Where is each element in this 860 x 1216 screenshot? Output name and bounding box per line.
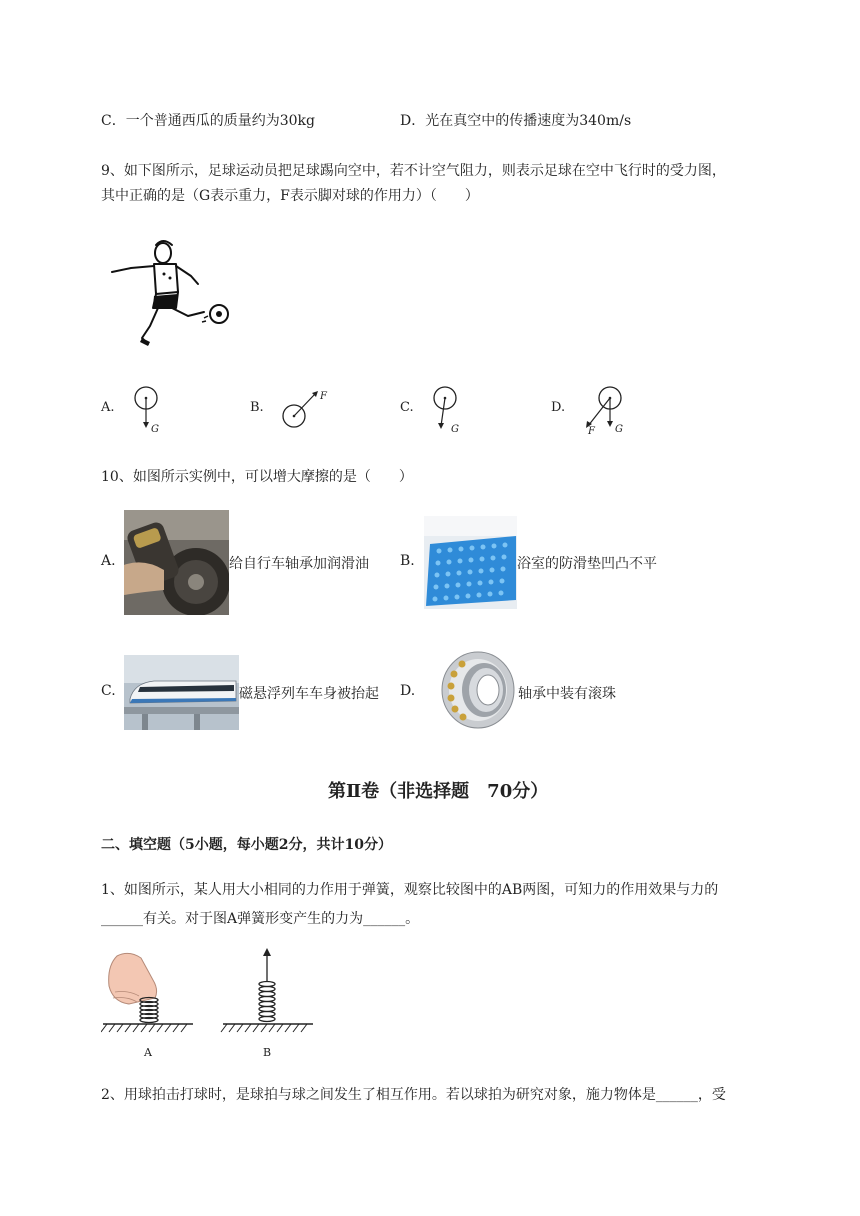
force-label: G (451, 424, 459, 435)
football-player-figure (106, 236, 236, 350)
maglev-train-photo (124, 655, 239, 730)
q9-option-c-label: C. (400, 400, 414, 415)
fill1-line2: ______有关。对于图A弹簧形变产生的力为______。 (101, 911, 420, 927)
force-label: G (151, 424, 159, 435)
spring-figure (101, 946, 321, 1062)
q9-stem-line2: 其中正确的是（G表示重力，F表示脚对球的作用力）（ ） (101, 188, 479, 204)
q9-option-a-label: A. (101, 400, 115, 415)
force-label: F (588, 426, 595, 436)
bicycle-lubrication-photo (124, 510, 229, 615)
spring-b (221, 948, 313, 1059)
figure-a-label: A (144, 1046, 152, 1059)
q10-stem: 10、如图所示实例中，可以增大摩擦的是（ ） (101, 469, 413, 485)
q9-option-b-label: B. (250, 400, 264, 415)
q8-option-d: D．光在真空中的传播速度为340m/s (400, 113, 632, 129)
q9-option-b-diagram (278, 386, 338, 434)
q9-stem-line1: 9、如下图所示，足球运动员把足球踢向空中，若不计空气阻力，则表示足球在空中飞行时的受力图， (101, 163, 726, 179)
section2-title: 第Ⅱ卷（非选择题 70分） (328, 781, 549, 802)
force-label: G (615, 424, 623, 435)
q9-option-d-label: D. (551, 400, 566, 415)
q10-option-a-text: 给自行车轴承加润滑油 (229, 556, 369, 572)
q10-option-b-text: 浴室的防滑垫凹凸不平 (517, 556, 657, 572)
q10-option-d-text: 轴承中装有滚珠 (518, 686, 616, 702)
q9-option-c-diagram (426, 384, 476, 436)
q10-option-c-text: 磁悬浮列车车身被抬起 (239, 686, 379, 702)
q10-option-c-label: C. (101, 683, 116, 699)
q9-option-d-diagram (578, 382, 638, 436)
ball-bearing-photo (438, 650, 518, 730)
section2-subtitle: 二、填空题（5小题，每小题2分，共计10分） (101, 837, 392, 853)
spring-a (101, 953, 193, 1059)
fill2-line1: 2、用球拍击打球时，是球拍与球之间发生了相互作用。若以球拍为研究对象，施力物体是______，受 (101, 1087, 726, 1103)
q9-option-a-diagram (128, 384, 172, 436)
q8-option-c: C．一个普通西瓜的质量约为30kg (101, 113, 315, 129)
q10-option-a-label: A. (101, 553, 116, 569)
figure-b-label: B (263, 1046, 272, 1059)
force-label: F (320, 391, 327, 402)
q10-option-d-label: D. (400, 683, 416, 699)
anti-slip-mat-photo (424, 516, 517, 609)
q10-option-b-label: B. (400, 553, 415, 569)
fill1-line1: 1、如图所示，某人用大小相同的力作用于弹簧，观察比较图中的AB两图，可知力的作用效果与力的 (101, 882, 719, 898)
